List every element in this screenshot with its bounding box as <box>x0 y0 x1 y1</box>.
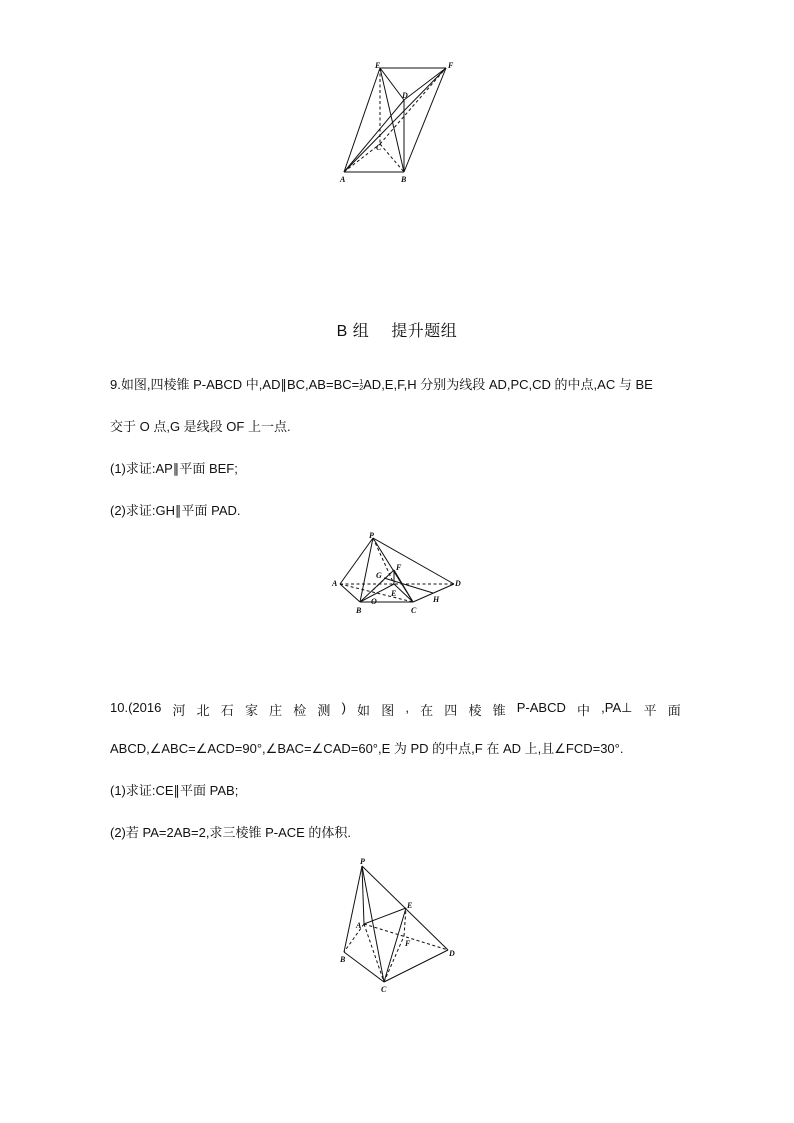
label-E: E <box>375 61 381 70</box>
label-B: B <box>340 955 346 964</box>
label-P: P <box>360 857 365 866</box>
q9-part1: (1)求证:AP∥平面 BEF; <box>110 461 238 476</box>
edge <box>360 584 397 602</box>
label-O: O <box>371 597 377 606</box>
figure-pyramid-q9 <box>326 530 476 620</box>
label-G: G <box>376 571 382 580</box>
edge <box>344 68 380 172</box>
fraction-one-half: 1 2 <box>359 378 364 392</box>
label-H: H <box>433 595 440 604</box>
label-F: F <box>405 939 411 948</box>
label-F: F <box>448 61 454 70</box>
q10-line1: 10.(2016 河 北 石 家 庄 检 测 ) 如 图 , 在 四 棱 锥 P-ABCD 中 ,PA⊥ 平 面 <box>110 700 681 718</box>
edge <box>344 68 446 172</box>
group-title: 提升题组 <box>391 323 458 340</box>
label-D: D <box>402 91 408 100</box>
label-D: D <box>449 949 455 958</box>
label-C: C <box>381 985 387 994</box>
q9-line2: 交于 O 点,G 是线段 OF 上一点. <box>110 419 291 434</box>
label-E: E <box>391 589 397 598</box>
group-label: B 组 <box>336 323 370 340</box>
label-A: A <box>332 579 338 588</box>
q10-part2: (2)若 PA=2AB=2,求三棱锥 P-ACE 的体积. <box>110 825 352 840</box>
hidden-edge <box>344 144 380 172</box>
q9-line1: 9.如图,四棱锥 P-ABCD 中,AD∥BC,AB=BC= 1 2 AD,E,F,H 分别为线段 AD,PC,CD 的中点,AC 与 BE <box>110 377 653 392</box>
edge <box>373 538 454 584</box>
figure-pyramid-q10 <box>332 852 462 994</box>
edge <box>344 952 384 982</box>
label-D: D <box>455 579 461 588</box>
edge <box>340 584 360 602</box>
label-E: E <box>407 901 413 910</box>
label-B: B <box>356 606 362 615</box>
q9-part2: (2)求证:GH∥平面 PAD. <box>110 503 241 518</box>
q10-part1: (1)求证:CE∥平面 PAB; <box>110 783 239 798</box>
label-P: P <box>369 531 374 540</box>
edge <box>384 908 406 982</box>
label-A: A <box>340 175 346 184</box>
label-B: B <box>401 175 407 184</box>
q10-line2: ABCD,∠ABC=∠ACD=90°,∠BAC=∠CAD=60°,E 为 PD 的中点,F 在 AD 上,且∠FCD=30°. <box>110 741 624 756</box>
edge <box>384 950 448 982</box>
label-A: A <box>356 921 362 930</box>
hidden-edge <box>380 68 446 144</box>
label-C: C <box>411 606 417 615</box>
section-title <box>0 318 794 341</box>
hidden-edge <box>384 936 404 982</box>
figure-prism <box>330 58 460 188</box>
label-F: F <box>396 563 402 572</box>
hidden-edge <box>364 924 384 982</box>
label-C: C <box>376 143 382 152</box>
